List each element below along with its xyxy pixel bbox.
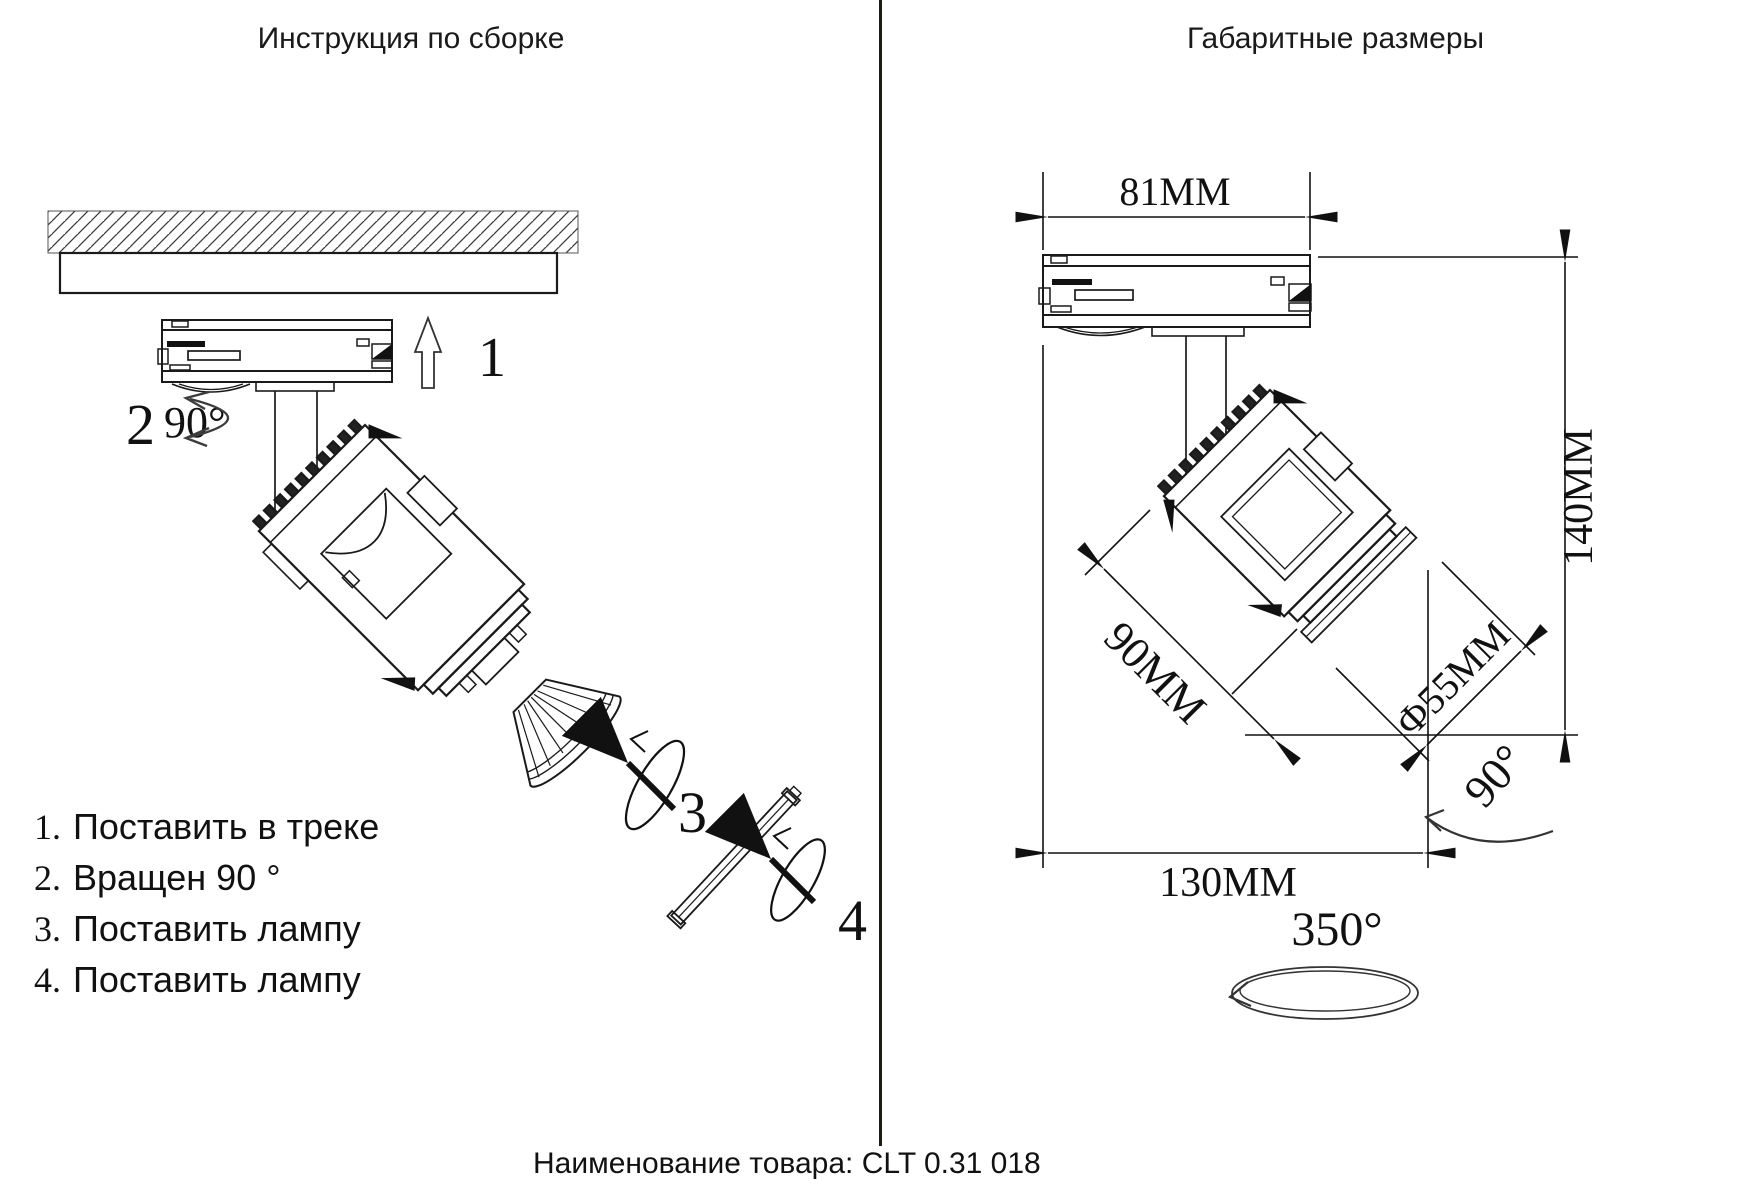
- left-panel-title: Инструкция по сборке: [257, 22, 565, 55]
- track-profile: [60, 253, 557, 293]
- panel-divider: [879, 0, 882, 1146]
- lamp: [485, 651, 629, 795]
- step-number: 4.: [34, 960, 61, 1000]
- instruction-step: [34, 959, 379, 1010]
- spotlight-body-left: [238, 405, 650, 817]
- dim-90mm-label: 90MM: [1094, 612, 1216, 734]
- rotation-ring: [1230, 967, 1418, 1019]
- spotlight-body-right: [1142, 370, 1429, 657]
- dim-140mm-label: 140MM: [1556, 428, 1602, 566]
- step-number: 2.: [34, 858, 61, 898]
- rotate-90-label: 90°: [164, 398, 226, 447]
- step-marker-3: 3: [678, 780, 707, 845]
- insert-up-arrow: [415, 318, 441, 388]
- step-marker-4: 4: [838, 888, 867, 953]
- step-text: Поставить лампу: [73, 908, 361, 949]
- dim-81mm-label: 81MM: [1119, 169, 1231, 214]
- step-text: Поставить лампу: [73, 959, 361, 1000]
- step-text: Вращен 90 °: [73, 857, 281, 898]
- step-marker-1: 1: [478, 327, 506, 389]
- right-panel-title: Габаритные размеры: [1187, 22, 1485, 55]
- instruction-step: [34, 857, 379, 908]
- step-number: 3.: [34, 909, 61, 949]
- ceiling-hatch: [48, 211, 578, 253]
- instruction-list: [34, 806, 379, 1010]
- dim-130mm-label: 130MM: [1159, 860, 1297, 906]
- step-text: Поставить в треке: [73, 806, 380, 847]
- instruction-step: [34, 806, 379, 857]
- rotation-ellipse-4: [761, 828, 835, 928]
- tilt-angle-label: 90°: [1453, 734, 1535, 817]
- product-name-caption: Наименование товара: CLT 0.31 018: [533, 1147, 1041, 1180]
- dim-55mm-label: Ф55MM: [1386, 612, 1519, 745]
- instruction-step: [34, 908, 379, 959]
- step-marker-2: 2: [126, 392, 155, 457]
- rotation-angle-label: 350°: [1291, 903, 1383, 956]
- step-number: 1.: [34, 807, 61, 847]
- dim-55mm: [1336, 562, 1535, 761]
